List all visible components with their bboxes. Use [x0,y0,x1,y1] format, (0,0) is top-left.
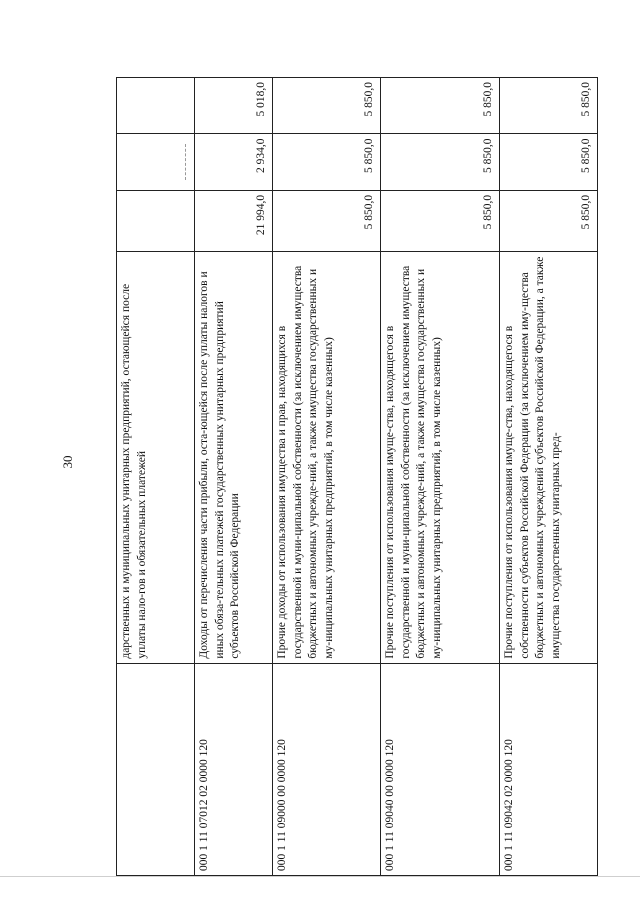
budget-code-cell: 000 1 11 09000 00 0000 120 [273,663,381,875]
amount-cell-year3: 5 850,0 [500,78,598,134]
amount-cell-year2: 5 850,0 [381,134,500,190]
revenue-name-cell: Доходы от перечисления части прибыли, оста-ющейся после уплаты налогов и иных обяза-тельных платежей государственных унитарных предприятий субъектов Российской Федерации [195,252,273,663]
revenue-name-cell: Прочие поступления от использования имуще-ства, находящегося в собственности субъектов Российской Федерации (за исключением иму-щества бюджетных и автономных учреждений субъектов Российской Федерации, а также имущества государственных унитарных пред- [500,252,598,663]
amount-cell-year1: 21 994,0 [195,190,273,251]
table-row [500,78,598,876]
budget-code-cell: 000 1 11 07012 02 0000 120 [195,663,273,875]
amount-cell-year2 [117,134,195,190]
revenue-name-cell: Прочие доходы от использования имущества и прав, находящихся в государственной и муни-ципальной собственности (за исключением имущества бюджетных и автономных учрежде-ний, а также имущества государственных и му-ниципальных унитарных предприятий, в том числе казенных) [273,252,381,663]
amount-cell-year1 [117,190,195,251]
revenue-name-cell: Прочие поступления от использования имуще-ства, находящегося в государственной и муни-ципальной собственности (за исключением имущества бюджетных и автономных учрежде-ний, а также имущества государственных и му-ниципальных унитарных предприятий, в том числе казенных) [381,252,500,663]
table-row [273,78,381,876]
page-number: 30 [60,455,75,469]
table-row [195,78,273,876]
amount-cell-year3: 5 850,0 [273,78,381,134]
table-row [381,78,500,876]
amount-cell-year2: 5 850,0 [273,134,381,190]
dashed-rule [185,144,186,179]
revenue-name-cell: дарственных и муниципальных унитарных предприятий, остающейся после уплаты нало-гов и обязательных платежей [117,252,195,663]
budget-code-cell [117,663,195,875]
budget-code-cell: 000 1 11 09042 02 0000 120 [500,663,598,875]
budget-code-cell: 000 1 11 09040 00 0000 120 [381,663,500,875]
table-row [117,78,195,876]
amount-cell-year1: 5 850,0 [500,190,598,251]
amount-cell-year1: 5 850,0 [381,190,500,251]
amount-cell-year2: 5 850,0 [500,134,598,190]
page-bottom-rule [0,876,640,877]
budget-revenue-table [116,77,598,876]
amount-cell-year3 [117,78,195,134]
budget-table-container [116,77,597,876]
amount-cell-year3: 5 018,0 [195,78,273,134]
amount-cell-year1: 5 850,0 [273,190,381,251]
amount-cell-year3: 5 850,0 [381,78,500,134]
amount-cell-year2: 2 934,0 [195,134,273,190]
